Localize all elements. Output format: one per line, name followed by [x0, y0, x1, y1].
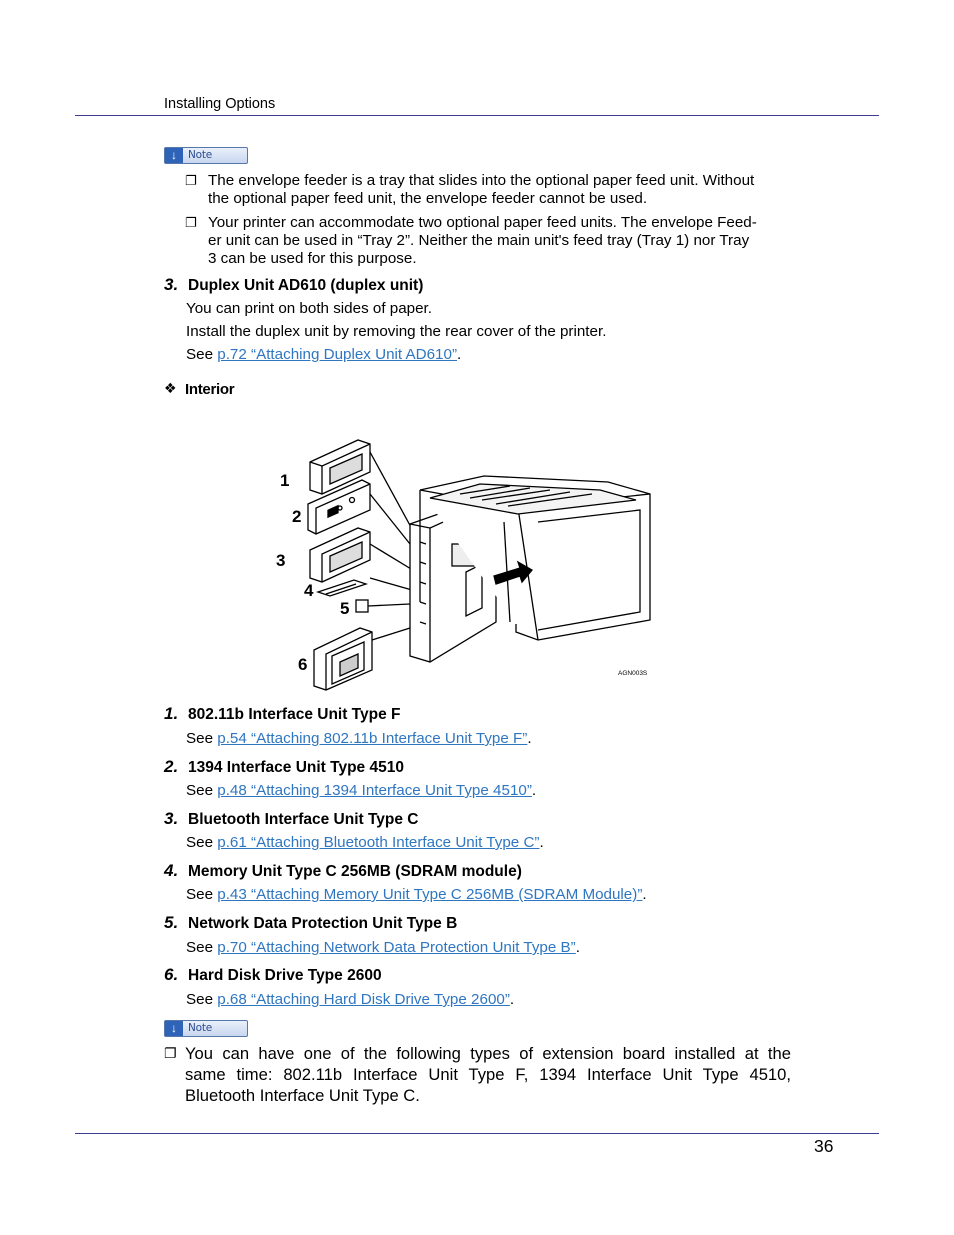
period: . — [539, 834, 544, 851]
checkbox-bullet-icon: ❐ — [185, 215, 197, 230]
note-line: same time: 802.11b Interface Unit Type F, 1394 Interface Unit Type 4510, — [185, 1065, 791, 1084]
body-line: You can print on both sides of paper. — [186, 300, 432, 317]
interior-options-illustration — [270, 432, 670, 694]
callout-2: 2 — [292, 507, 302, 526]
step-title: Hard Disk Drive Type 2600 — [188, 967, 382, 984]
step-title: 1394 Interface Unit Type 4510 — [188, 759, 404, 776]
note-line: Bluetooth Interface Unit Type C. — [185, 1086, 420, 1105]
step-number: 5. — [164, 913, 179, 932]
item-link[interactable]: p.61 “Attaching Bluetooth Interface Unit Type C” — [217, 834, 540, 851]
note-line: the optional paper feed unit, the envelope feeder cannot be used. — [208, 190, 648, 207]
item-link[interactable]: p.48 “Attaching 1394 Interface Unit Type 4510” — [217, 782, 532, 799]
see-label: See — [186, 730, 218, 747]
down-arrow-icon: ↓ — [165, 148, 183, 163]
interior-heading: Interior — [185, 381, 235, 398]
bottom-note-text — [185, 1043, 791, 1106]
step-title: Bluetooth Interface Unit Type C — [188, 811, 419, 828]
see-label: See — [186, 782, 218, 799]
see-reference — [186, 730, 532, 747]
callout-6: 6 — [298, 655, 308, 674]
header-rule — [75, 115, 879, 116]
note-line: Your printer can accommodate two optional paper feed units. The envelope Feed- — [208, 214, 757, 231]
note-badge-label: Note — [188, 149, 213, 161]
note-badge — [164, 1020, 248, 1037]
see-reference — [186, 939, 580, 956]
see-reference — [186, 346, 461, 363]
period: . — [642, 886, 647, 903]
note-line: er unit can be used in “Tray 2”. Neither the main unit's feed tray (Tray 1) nor Tray — [208, 232, 750, 249]
item-link[interactable]: p.54 “Attaching 802.11b Interface Unit Type F” — [217, 730, 528, 747]
checkbox-bullet-icon: ❐ — [164, 1045, 177, 1061]
step-number: 4. — [164, 861, 179, 880]
see-label: See — [186, 939, 218, 956]
part-5-chip — [356, 600, 368, 612]
callout-5: 5 — [340, 599, 350, 618]
figure-code: AGN003S — [618, 670, 648, 677]
period: . — [527, 730, 532, 747]
period: . — [575, 939, 580, 956]
checkbox-bullet-icon: ❐ — [185, 173, 197, 188]
duplex-link[interactable]: p.72 “Attaching Duplex Unit AD610” — [217, 346, 458, 363]
step-number: 1. — [164, 704, 179, 723]
see-label: See — [186, 991, 218, 1008]
item-link[interactable]: p.70 “Attaching Network Data Protection Unit Type B” — [217, 939, 576, 956]
footer-rule — [75, 1133, 879, 1134]
callout-4: 4 — [304, 581, 314, 600]
note-badge-label: Note — [188, 1022, 213, 1034]
period: . — [509, 991, 515, 1008]
step-number: 3. — [164, 809, 179, 828]
see-reference — [186, 782, 536, 799]
diamond-bullet-icon: ❖ — [164, 380, 177, 396]
callout-3: 3 — [276, 551, 286, 570]
step-number: 6. — [164, 965, 179, 984]
step-title: Duplex Unit AD610 (duplex unit) — [188, 277, 424, 294]
see-label: See — [186, 886, 218, 903]
note-badge — [164, 147, 248, 164]
callout-1: 1 — [280, 471, 290, 490]
see-reference — [186, 991, 514, 1008]
item-link[interactable]: p.43 “Attaching Memory Unit Type C 256MB (SDRAM Module)” — [217, 886, 643, 903]
see-label: See — [186, 346, 218, 363]
down-arrow-icon: ↓ — [165, 1021, 183, 1036]
see-reference — [186, 886, 647, 903]
part-3-card — [310, 528, 370, 582]
part-4-memory — [318, 580, 366, 596]
item-link[interactable]: p.68 “Attaching Hard Disk Drive Type 2600” — [217, 991, 510, 1008]
step-number: 2. — [164, 757, 179, 776]
note-line: The envelope feeder is a tray that slides into the optional paper feed unit. Without — [208, 172, 755, 189]
note-line: 3 can be used for this purpose. — [208, 250, 417, 267]
page-number: 36 — [814, 1136, 834, 1156]
part-6-hdd — [314, 628, 372, 690]
running-header: Installing Options — [164, 96, 276, 112]
step-title: Network Data Protection Unit Type B — [188, 915, 458, 932]
period: . — [457, 346, 462, 363]
body-line: Install the duplex unit by removing the rear cover of the printer. — [186, 323, 607, 340]
note-line: You can have one of the following types of extension board installed at the — [185, 1044, 791, 1063]
period: . — [531, 782, 537, 799]
step-title: Memory Unit Type C 256MB (SDRAM module) — [188, 863, 522, 880]
see-label: See — [186, 834, 218, 851]
step-title: 802.11b Interface Unit Type F — [188, 706, 401, 723]
step-number: 3. — [164, 275, 179, 294]
see-reference — [186, 834, 544, 851]
